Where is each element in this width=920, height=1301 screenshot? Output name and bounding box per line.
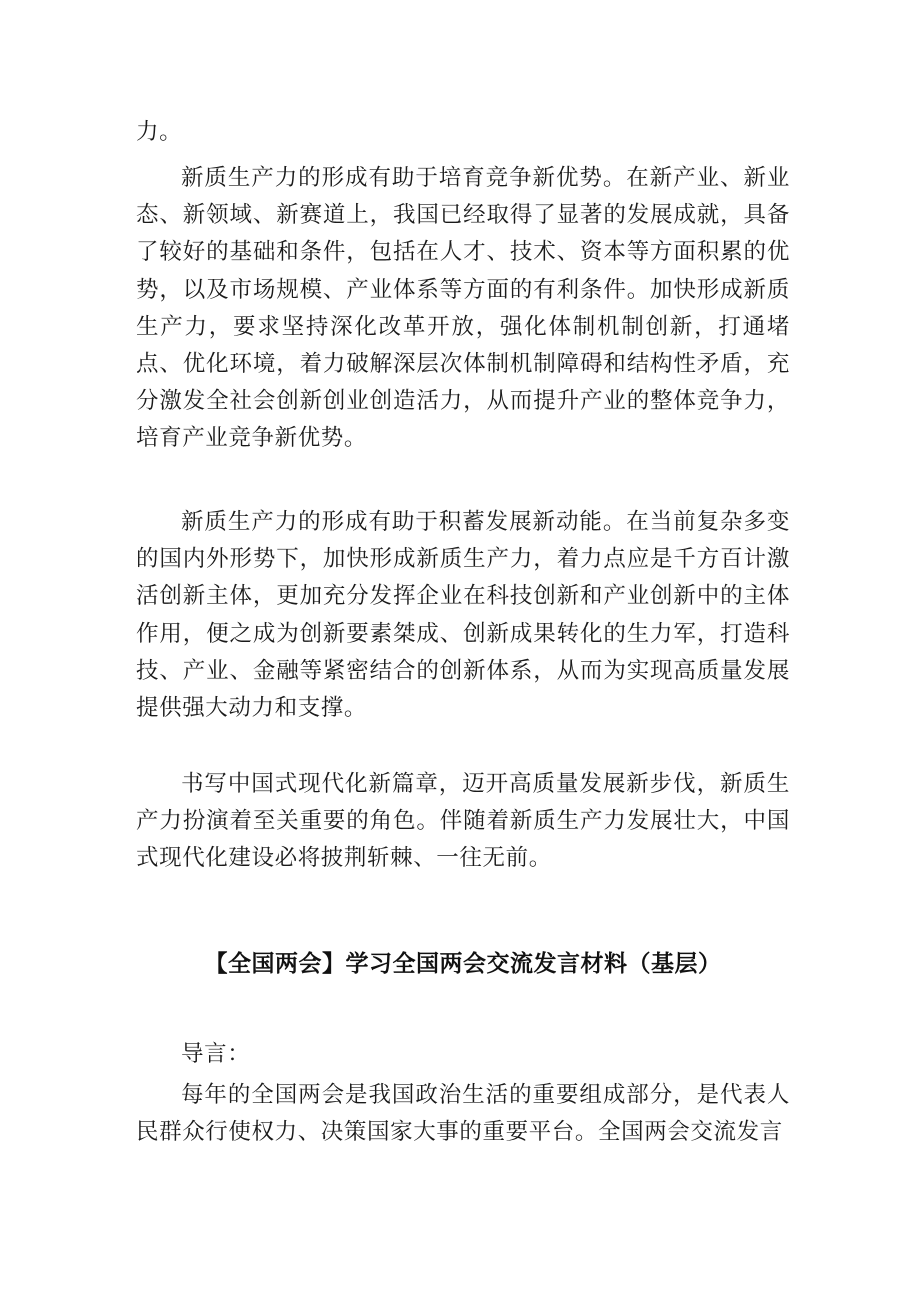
intro-label: 导言： [181,1041,251,1067]
paragraph-development-momentum: 新质生产力的形成有助于积蓄发展新动能。在当前复杂多变的国内外形势下，加快形成新质生产力，着力点应是千方百计激活创新主体，更加充分发挥企业在科技创新和产业创新中的主体作用，便之成为创新要素桀成、创新成果转化的生力军，打造科技、产业、金融等紧密结合的创新体系，从而为实现高质量发展提供强大动力和支撑。 [136,509,790,722]
intro-paragraph: 每年的全国两会是我国政治生活的重要组成部分，是代表人民群众行使权力、决策国家大事的重要平台。全国两会交流发言 [136,1082,790,1146]
paragraph-conclusion: 书写中国式现代化新篇章，迈开高质量发展新步伐，新质生产力扮演着至关重要的角色。伴随着新质生产力发展壮大，中国式现代化建设必将披荆斩棘、一往无前。 [136,771,790,872]
section-title: 【全国两会】学习全国两会交流发言材料（基层） [204,951,722,977]
paragraph-competitive-advantage: 新质生产力的形成有助于培育竞争新优势。在新产业、新业态、新领域、新赛道上，我国已经取得了显著的发展成就，具备了较好的基础和条件，包括在人才、技术、资本等方面积累的优势，以及市场规模、产业体系等方面的有利条件。加快形成新质生产力，要求坚持深化改革开放，强化体制机制创新，打通堵点、优化环境，着力破解深层次体制机制障碍和结构性矛盾，充分激发全社会创新创业创造活力，从而提升产业的整体竞争力，培育产业竞争新优势。 [136,165,790,452]
paragraph-continuation: 力。 [136,119,183,145]
